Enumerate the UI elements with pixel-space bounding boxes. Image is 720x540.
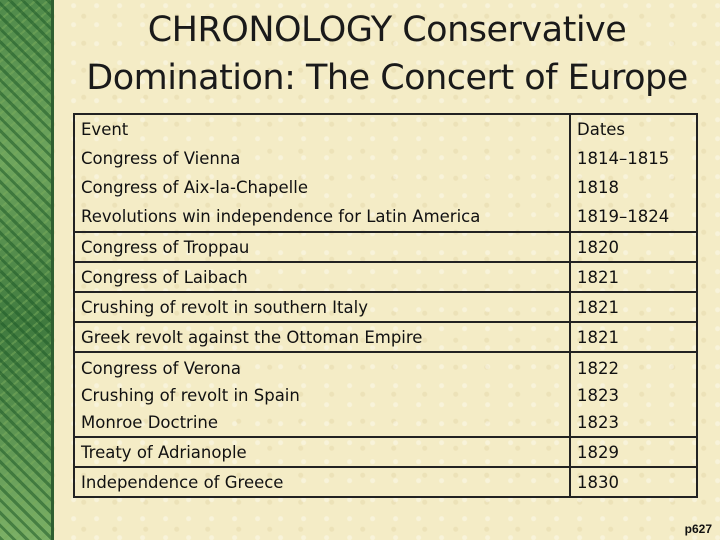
date-cell [570, 352, 697, 437]
event-cell: Congress of Laibach [74, 262, 570, 292]
date-cell: 1820 [570, 232, 697, 262]
table-row-group [74, 352, 697, 437]
event-header: Event [81, 120, 129, 139]
dates-header: Dates [577, 120, 626, 139]
date-cell [570, 114, 697, 232]
event-text: Congress of Verona [81, 359, 241, 378]
table-row [74, 467, 697, 497]
event-text: Crushing of revolt in Spain [81, 386, 300, 405]
date-text: 1823 [577, 386, 619, 405]
event-text: Congress of Aix-la-Chapelle [81, 178, 308, 197]
date-text: 1819–1824 [577, 207, 670, 226]
table-row [74, 322, 697, 352]
table-row-group [74, 114, 697, 232]
decorative-border [0, 0, 54, 540]
date-cell: 1829 [570, 437, 697, 467]
date-text: 1814–1815 [577, 149, 670, 168]
date-cell: 1821 [570, 262, 697, 292]
event-cell: Greek revolt against the Ottoman Empire [74, 322, 570, 352]
event-cell: Congress of Troppau [74, 232, 570, 262]
date-cell: 1830 [570, 467, 697, 497]
event-cell: Treaty of Adrianople [74, 437, 570, 467]
date-text: 1822 [577, 359, 619, 378]
table-row [74, 262, 697, 292]
event-text: Monroe Doctrine [81, 413, 219, 432]
event-cell: Crushing of revolt in southern Italy [74, 292, 570, 322]
page-reference: p627 [684, 522, 712, 536]
event-cell: Independence of Greece [74, 467, 570, 497]
chronology-table [73, 113, 698, 498]
event-cell [74, 114, 570, 232]
slide-title: CHRONOLOGY Conservative Domination: The Concert of Europe [86, 10, 688, 98]
table-row [74, 292, 697, 322]
table-row [74, 232, 697, 262]
date-text: 1823 [577, 413, 619, 432]
event-text: Congress of Vienna [81, 149, 241, 168]
date-cell: 1821 [570, 292, 697, 322]
event-text: Revolutions win independence for Latin America [81, 207, 481, 226]
table-row [74, 437, 697, 467]
event-cell [74, 352, 570, 437]
date-cell: 1821 [570, 322, 697, 352]
date-text: 1818 [577, 178, 619, 197]
